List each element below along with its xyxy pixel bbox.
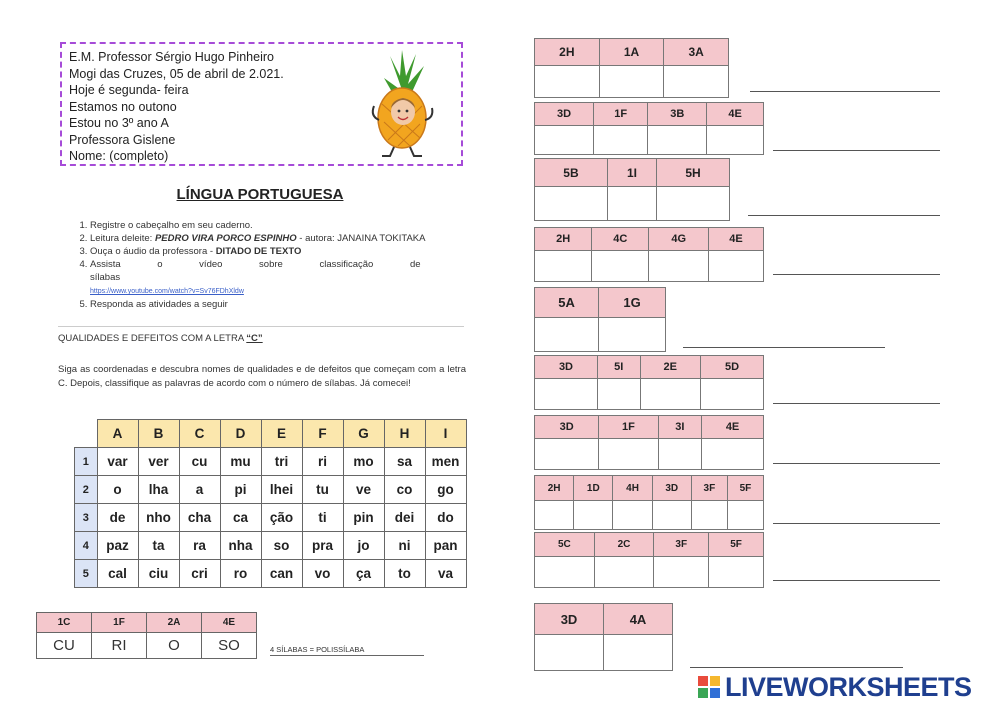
grid-cell: ção: [261, 504, 302, 532]
coordinate-label: 3D: [535, 356, 598, 379]
grid-cell: ta: [138, 532, 179, 560]
grid-cell: ri: [302, 448, 343, 476]
classification-answer-line[interactable]: [748, 215, 940, 216]
instruction-item: [90, 232, 483, 245]
grid-cell: cha: [179, 504, 220, 532]
coordinate-label: 3F: [654, 533, 709, 557]
coordinate-answer-box: [534, 102, 764, 155]
grid-col-header: E: [261, 420, 302, 448]
syllable-answer-input[interactable]: [535, 126, 594, 155]
section-subtitle: [58, 333, 263, 344]
coordinate-label: 2H: [535, 476, 574, 501]
syllable-grid: [74, 419, 467, 588]
example-answer: O: [147, 633, 202, 659]
grid-corner: [75, 420, 98, 448]
classification-answer-line[interactable]: [750, 91, 940, 92]
coordinate-answer-box: [534, 603, 673, 671]
coordinate-label: 5D: [701, 356, 764, 379]
syllable-answer-input[interactable]: [535, 379, 598, 410]
liveworksheets-logo-icon: [698, 676, 720, 698]
example-classification: 4 SÍLABAS = POLISSÍLABA: [270, 645, 424, 656]
coordinate-label: 3D: [535, 103, 594, 126]
syllable-answer-input[interactable]: [599, 318, 666, 352]
coordinate-label: 1I: [607, 159, 656, 187]
grid-cell: do: [425, 504, 466, 532]
instruction-text: Registre o cabeçalho em seu caderno.: [90, 220, 253, 231]
classification-answer-line[interactable]: [683, 347, 885, 348]
coordinate-answer-box: [534, 415, 764, 470]
example-coord: 1C: [37, 613, 92, 633]
header-teacher: Professora Gislene: [69, 132, 176, 147]
coordinate-label: 2E: [640, 356, 700, 379]
syllable-answer-input[interactable]: [701, 379, 764, 410]
syllable-answer-input[interactable]: [702, 439, 764, 470]
coordinate-label: 4E: [709, 228, 764, 251]
coordinate-answer-box: [534, 227, 764, 282]
grid-cell: pan: [425, 532, 466, 560]
syllable-answer-input[interactable]: [607, 187, 656, 221]
coordinate-label: 4G: [649, 228, 709, 251]
grid-cell: pi: [220, 476, 261, 504]
grid-cell: mu: [220, 448, 261, 476]
example-table: [36, 612, 257, 659]
syllable-answer-input[interactable]: [535, 635, 604, 671]
instruction-text: Responda as atividades a seguir: [90, 299, 228, 310]
classification-answer-line[interactable]: [773, 463, 940, 464]
syllable-answer-input[interactable]: [654, 557, 709, 588]
grid-cell: mo: [343, 448, 384, 476]
syllable-answer-input[interactable]: [709, 557, 764, 588]
syllable-answer-input[interactable]: [594, 126, 648, 155]
instruction-bold: DITADO DE TEXTO: [215, 246, 302, 257]
coordinate-label: 4H: [613, 476, 652, 501]
instruction-text: Leitura deleite:: [90, 233, 155, 244]
grid-cell: var: [97, 448, 138, 476]
syllable-answer-input[interactable]: [664, 66, 729, 98]
grid-cell: pin: [343, 504, 384, 532]
grid-cell: ver: [138, 448, 179, 476]
grid-cell: tu: [302, 476, 343, 504]
example-answer: RI: [92, 633, 147, 659]
grid-cell: vo: [302, 560, 343, 588]
grid-col-header: C: [179, 420, 220, 448]
coordinate-label: 5F: [709, 533, 764, 557]
grid-cell: cri: [179, 560, 220, 588]
coordinate-label: 1G: [599, 288, 666, 318]
instruction-item: [90, 245, 483, 258]
coordinate-answer-box: [534, 158, 730, 221]
grid-cell: ni: [384, 532, 425, 560]
syllable-answer-input[interactable]: [597, 379, 640, 410]
syllable-answer-input[interactable]: [613, 501, 652, 530]
coordinate-label: 3F: [691, 476, 727, 501]
grid-row-header: 1: [75, 448, 98, 476]
coordinate-label: 3B: [648, 103, 707, 126]
grid-cell: sa: [384, 448, 425, 476]
grid-row-header: 3: [75, 504, 98, 532]
coordinate-answer-box: [534, 475, 764, 530]
syllable-answer-input[interactable]: [599, 66, 664, 98]
grid-cell: lha: [138, 476, 179, 504]
grid-col-header: F: [302, 420, 343, 448]
coordinate-label: 4C: [592, 228, 649, 251]
syllable-answer-input[interactable]: [535, 187, 608, 221]
grid-cell: cal: [97, 560, 138, 588]
grid-cell: ti: [302, 504, 343, 532]
grid-cell: dei: [384, 504, 425, 532]
coordinate-answer-box: [534, 355, 764, 410]
syllable-answer-input[interactable]: [649, 251, 709, 282]
grid-cell: ça: [343, 560, 384, 588]
grid-cell: cu: [179, 448, 220, 476]
coordinate-label: 4E: [702, 416, 764, 439]
header-school: E.M. Professor Sérgio Hugo Pinheiro: [69, 50, 274, 64]
example-coord: 4E: [202, 613, 257, 633]
grid-cell: jo: [343, 532, 384, 560]
grid-col-header: D: [220, 420, 261, 448]
header-season: Estamos no outono: [69, 99, 177, 114]
coordinate-answer-box: [534, 38, 729, 98]
coordinate-label: 5B: [535, 159, 608, 187]
grid-cell: so: [261, 532, 302, 560]
coordinate-answer-box: [534, 287, 666, 352]
coordinate-label: 4A: [604, 604, 673, 635]
grid-cell: nho: [138, 504, 179, 532]
coordinate-label: 5C: [535, 533, 595, 557]
grid-cell: pra: [302, 532, 343, 560]
syllable-answer-input[interactable]: [709, 251, 764, 282]
example-answer: SO: [202, 633, 257, 659]
syllable-answer-input[interactable]: [535, 501, 574, 530]
subtitle-letter: “C”: [246, 333, 263, 344]
coordinate-answer-box: [534, 532, 764, 588]
syllable-answer-input[interactable]: [727, 501, 763, 530]
grid-row: [75, 504, 467, 532]
syllable-answer-input[interactable]: [599, 439, 658, 470]
syllable-answer-input[interactable]: [658, 439, 702, 470]
classification-answer-line[interactable]: [773, 523, 940, 524]
coordinate-label: 3D: [535, 416, 599, 439]
grid-cell: o: [97, 476, 138, 504]
divider: [58, 326, 464, 327]
classification-answer-line[interactable]: [773, 150, 940, 151]
syllable-answer-input[interactable]: [640, 379, 700, 410]
syllable-answer-input[interactable]: [574, 501, 613, 530]
coordinate-label: 5H: [657, 159, 730, 187]
syllable-answer-input[interactable]: [535, 557, 595, 588]
grid-col-header: B: [138, 420, 179, 448]
grid-cell: lhei: [261, 476, 302, 504]
grid-cell: to: [384, 560, 425, 588]
grid-cell: tri: [261, 448, 302, 476]
syllable-answer-input[interactable]: [707, 126, 764, 155]
grid-row-header: 4: [75, 532, 98, 560]
syllable-answer-input[interactable]: [535, 318, 599, 352]
grid-cell: go: [425, 476, 466, 504]
grid-cell: va: [425, 560, 466, 588]
instruction-item: [90, 219, 483, 232]
activity-instructions: Siga as coordenadas e descubra nomes de qualidades e de defeitos que começam com a letra C. Depois, classifique as palavras de acordo com o número de sílabas. Já comecei!: [58, 364, 466, 389]
grid-cell: ciu: [138, 560, 179, 588]
grid-row: [75, 448, 467, 476]
syllable-answer-input[interactable]: [594, 557, 654, 588]
instruction-item: [90, 298, 483, 311]
header-name: Nome: (completo): [69, 149, 169, 163]
coordinate-label: 3D: [652, 476, 691, 501]
instruction-text: - autora: JANAINA TOKITAKA: [296, 233, 426, 244]
coordinate-label: 2H: [535, 39, 600, 66]
grid-cell: ra: [179, 532, 220, 560]
header-class: Estou no 3º ano A: [69, 116, 169, 130]
coordinate-label: 5F: [727, 476, 763, 501]
example-answer: CU: [37, 633, 92, 659]
instruction-list: [72, 219, 483, 311]
grid-cell: paz: [97, 532, 138, 560]
syllable-answer-input[interactable]: [604, 635, 673, 671]
instruction-text: Ouça o áudio da professora -: [90, 246, 216, 257]
example-coord: 1F: [92, 613, 147, 633]
liveworksheets-logo: LIVEWORKSHEETS: [725, 672, 972, 702]
book-title: PEDRO VIRA PORCO ESPINHO: [154, 233, 297, 244]
classification-answer-line[interactable]: [690, 667, 903, 668]
coordinate-label: 3A: [664, 39, 729, 66]
coordinate-label: 2C: [594, 533, 654, 557]
classification-answer-line[interactable]: [773, 403, 940, 404]
syllable-answer-input[interactable]: [535, 251, 592, 282]
grid-row: [75, 532, 467, 560]
grid-col-header: H: [384, 420, 425, 448]
classification-answer-line[interactable]: [773, 580, 940, 581]
subtitle-text: QUALIDADES E DEFEITOS COM A LETRA: [58, 333, 247, 344]
grid-col-header: A: [97, 420, 138, 448]
grid-col-header: G: [343, 420, 384, 448]
video-link[interactable]: https://www.youtube.com/watch?v=Sv76FDhXldw: [90, 288, 244, 295]
coordinate-label: 2H: [535, 228, 592, 251]
grid-cell: co: [384, 476, 425, 504]
grid-cell: de: [97, 504, 138, 532]
coordinate-label: 3I: [658, 416, 702, 439]
syllable-answer-input[interactable]: [657, 187, 730, 221]
coordinate-label: 3D: [535, 604, 604, 635]
grid-cell: nha: [220, 532, 261, 560]
instruction-item: [90, 258, 483, 298]
syllable-answer-input[interactable]: [592, 251, 649, 282]
coordinate-label: 4E: [707, 103, 764, 126]
coordinate-label: 1D: [574, 476, 613, 501]
grid-cell: ve: [343, 476, 384, 504]
grid-cell: men: [425, 448, 466, 476]
grid-cell: can: [261, 560, 302, 588]
coordinate-label: 1F: [594, 103, 648, 126]
grid-row-header: 5: [75, 560, 98, 588]
coordinate-label: 1A: [599, 39, 664, 66]
grid-cell: ca: [220, 504, 261, 532]
grid-col-header: I: [425, 420, 466, 448]
page-title: LÍNGUA PORTUGUESA: [176, 186, 344, 203]
grid-row: [75, 476, 467, 504]
header-weekday: Hoje é segunda- feira: [69, 83, 189, 97]
grid-cell: a: [179, 476, 220, 504]
syllable-answer-input[interactable]: [648, 126, 707, 155]
classification-answer-line[interactable]: [773, 274, 940, 275]
example-coord: 2A: [147, 613, 202, 633]
instruction-text: Assista o vídeo sobre classificação de sílabas: [90, 259, 421, 283]
grid-cell: ro: [220, 560, 261, 588]
pineapple-illustration: [362, 48, 442, 160]
syllable-answer-input[interactable]: [652, 501, 691, 530]
syllable-answer-input[interactable]: [535, 439, 599, 470]
syllable-answer-input[interactable]: [691, 501, 727, 530]
syllable-answer-input[interactable]: [535, 66, 600, 98]
coordinate-label: 5I: [597, 356, 640, 379]
grid-row-header: 2: [75, 476, 98, 504]
header-date: Mogi das Cruzes, 05 de abril de 2.021.: [69, 66, 284, 81]
coordinate-label: 5A: [535, 288, 599, 318]
grid-row: [75, 560, 467, 588]
coordinate-label: 1F: [599, 416, 658, 439]
